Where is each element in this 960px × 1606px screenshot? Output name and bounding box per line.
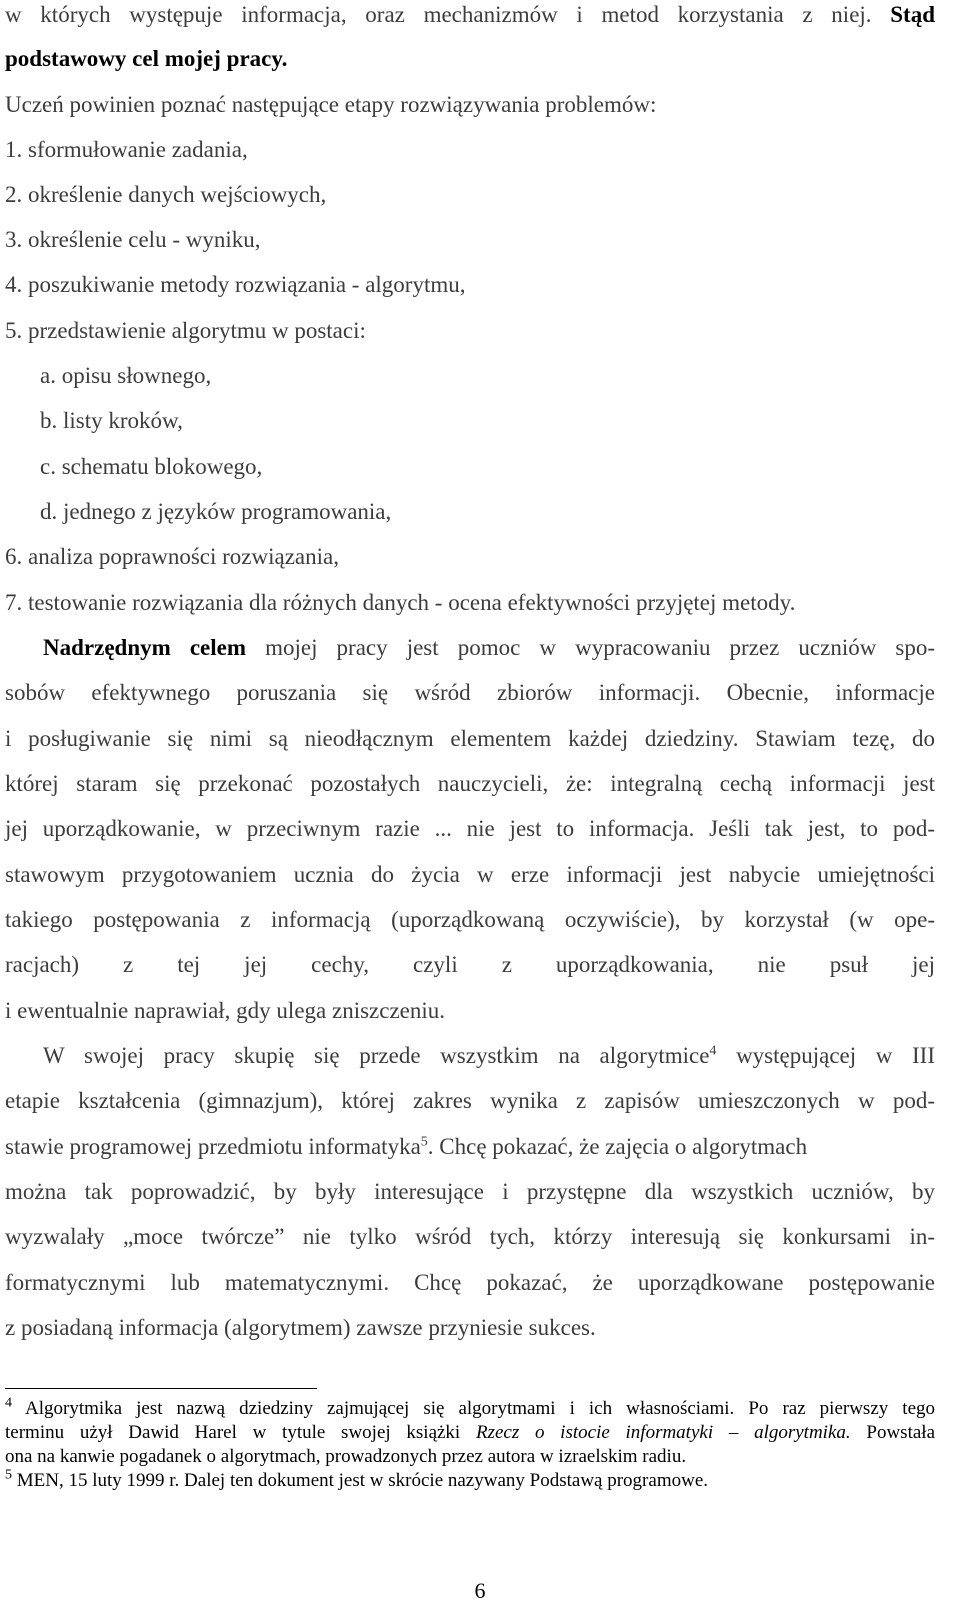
body-line: stawowym przygotowaniem ucznia do życia w erze informacji jest nabycie umiejętności — [5, 862, 935, 887]
text-segment: terminu użył Dawid Harel w tytule swojej książki — [5, 1422, 461, 1443]
book-title: Rzecz o istocie informatyki – algorytmika. — [475, 1422, 851, 1443]
list-item: 5. przedstawienie algorytmu w postaci: — [5, 318, 366, 343]
body-line: wyzwalały „moce twórcze” nie tylko wśród tych, którzy interesują się konkursami in- — [5, 1224, 935, 1249]
text-segment: stawie programowej przedmiotu informatyka — [5, 1134, 421, 1159]
body-line: etapie kształcenia (gimnazjum), której zakres wynika z zapisów umieszczonych w pod- — [5, 1088, 935, 1113]
list-item: 1. sformułowanie zadania, — [5, 137, 248, 162]
body-line — [43, 1043, 935, 1069]
body-line: której staram się przekonać pozostałych nauczycieli, że: integralną cechą informacji jest — [5, 771, 935, 796]
list-item: 6. analiza poprawności rozwiązania, — [5, 544, 339, 569]
text-segment: MEN, 15 luty 1999 r. Dalej ten dokument jest w skrócie nazywany Podstawą programowe. — [16, 1470, 708, 1491]
body-line: takiego postępowania z informacją (uporządkowaną oczywiście), by korzystał (w ope- — [5, 907, 935, 932]
footnote-separator — [5, 1388, 317, 1389]
body-line: racjach) z tej jej cechy, czyli z uporządkowania, nie psuł jej — [5, 952, 935, 977]
body-line: z posiadaną informacja (algorytmem) zawsze przyniesie sukces. — [5, 1315, 596, 1340]
list-item: 3. określenie celu - wyniku, — [5, 227, 261, 252]
footnote-5-line — [5, 1467, 708, 1492]
body-line — [5, 2, 935, 28]
text-segment: Powstała — [866, 1422, 935, 1443]
text-segment: występującej w III — [736, 1043, 936, 1068]
body-line: i posługiwanie się nimi są nieodłącznym elementem każdej dziedziny. Stawiam tezę, do — [5, 726, 935, 751]
sublist-item: a. opisu słownego, — [40, 363, 212, 388]
body-line: i ewentualnie naprawiał, gdy ulega zniszczeniu. — [5, 998, 446, 1023]
footnote-ref[interactable]: 5 — [420, 1134, 428, 1150]
text-segment: W swojej pracy skupię się przede wszystkim na algorytmice — [43, 1043, 710, 1068]
body-line — [43, 635, 935, 661]
sublist-item: b. listy kroków, — [40, 408, 183, 433]
footnote-ref[interactable]: 4 — [709, 1043, 717, 1059]
body-line — [5, 1134, 807, 1160]
footnote-4-line — [5, 1395, 936, 1420]
list-item: 7. testowanie rozwiązania dla różnych danych - ocena efektywności przyjętej metody. — [5, 590, 796, 615]
list-item: 2. określenie danych wejściowych, — [5, 182, 327, 207]
list-intro: Uczeń powinien poznać następujące etapy rozwiązywania problemów: — [5, 92, 657, 117]
body-line: formatycznymi lub matematycznymi. Chcę pokazać, że uporządkowane postępowanie — [5, 1270, 935, 1295]
bold-text: Nadrzędnym celem — [43, 635, 247, 660]
sublist-item: c. schematu blokowego, — [40, 454, 263, 479]
footnote-4-line — [5, 1422, 935, 1444]
bold-text: podstawowy cel mojej pracy. — [5, 46, 288, 71]
body-line: sobów efektywnego poruszania się wśród zbiorów informacji. Obecnie, informacje — [5, 680, 935, 705]
body-line: można tak poprowadzić, by były interesujące i przystępne dla wszystkich uczniów, by — [5, 1179, 935, 1204]
footnote-mark: 4 — [5, 1395, 12, 1411]
body-line — [5, 46, 287, 72]
page-number: 6 — [474, 1578, 486, 1603]
text-segment: Algorytmika jest nazwą dziedziny zajmującej się algorytmami i ich własnościami. Po raz pierwszy tego — [25, 1398, 936, 1419]
bold-text: Stąd — [890, 2, 935, 27]
footnote-4-line: ona na kanwie pogadanek o algorytmach, prowadzonych przez autora w izraelskim radiu. — [5, 1446, 687, 1467]
body-line: jej uporządkowanie, w przeciwnym razie ... nie jest to informacja. Jeśli tak jest, to pod- — [5, 816, 935, 841]
text-segment: . Chcę pokazać, że zajęcia o algorytmach — [427, 1134, 808, 1159]
list-item: 4. poszukiwanie metody rozwiązania - algorytmu, — [5, 272, 466, 297]
text-segment: w których występuje informacja, oraz mechanizmów i metod korzystania z niej. — [5, 2, 872, 27]
footnote-mark: 5 — [5, 1467, 12, 1483]
text-segment: mojej pracy jest pomoc w wypracowaniu przez uczniów spo- — [265, 635, 936, 660]
sublist-item: d. jednego z języków programowania, — [40, 499, 392, 524]
